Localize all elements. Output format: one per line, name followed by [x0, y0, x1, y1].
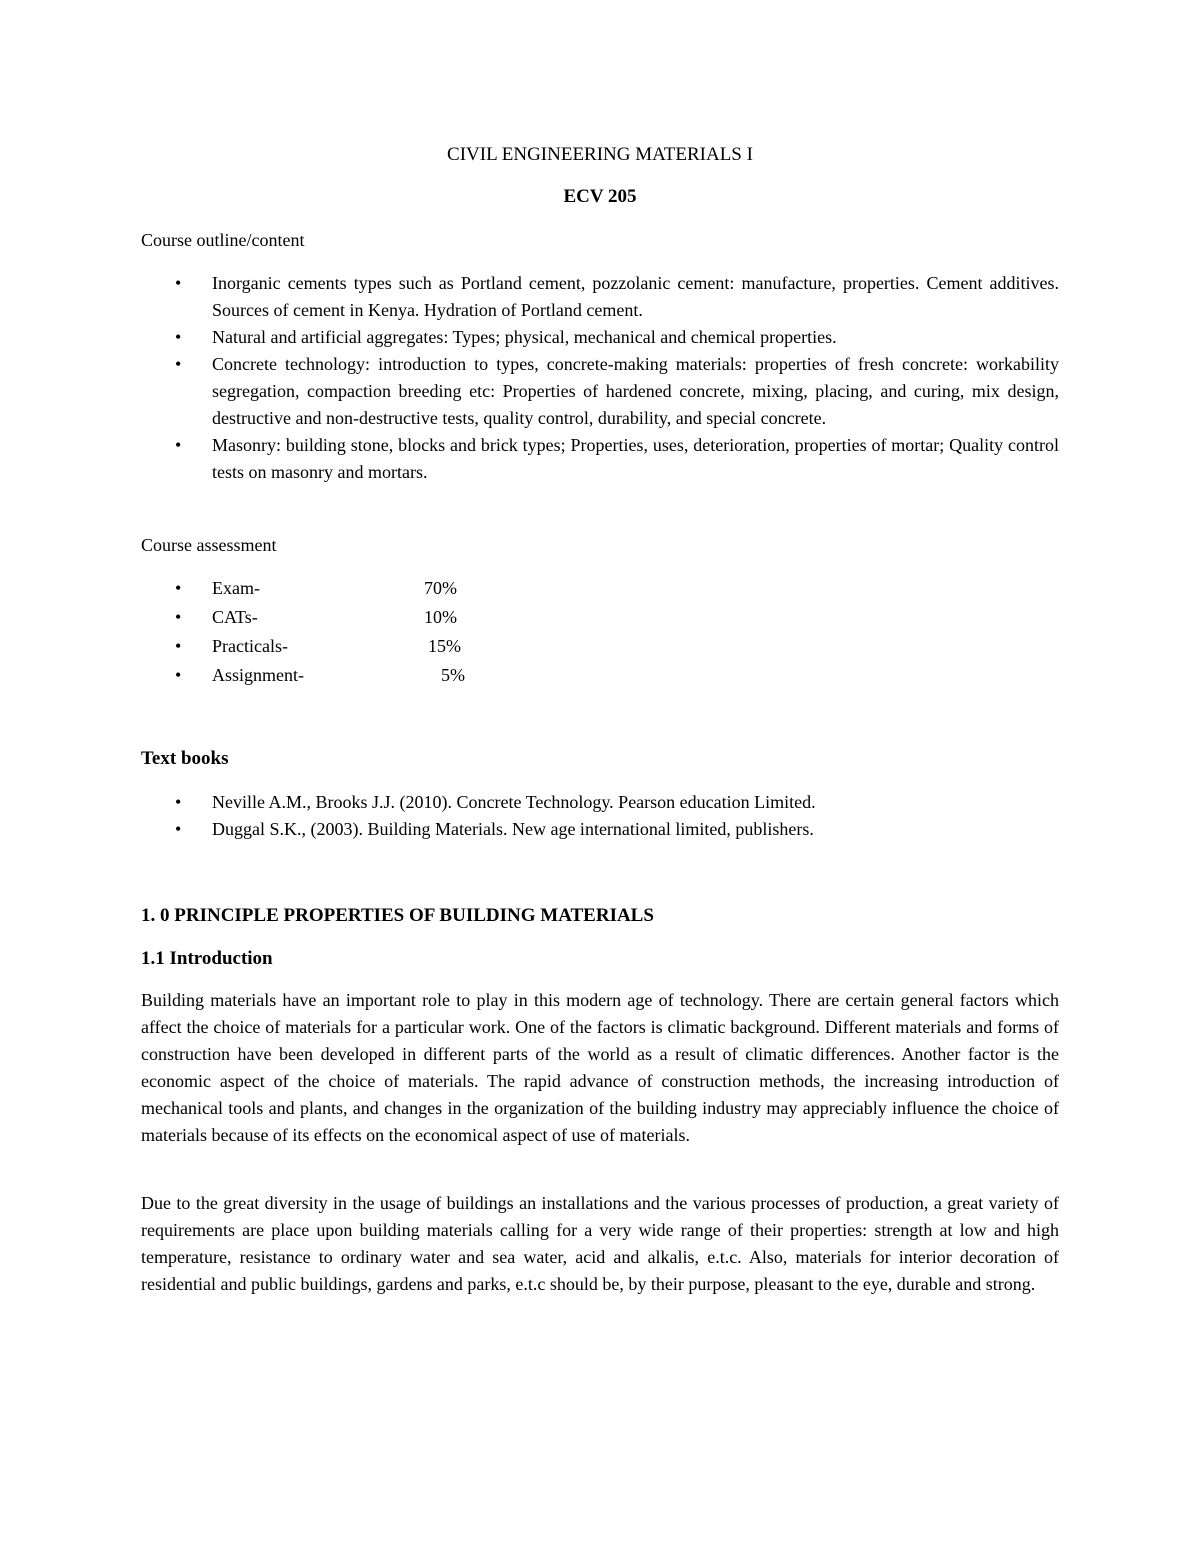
assessment-weight: 10%: [424, 607, 457, 627]
document-title: CIVIL ENGINEERING MATERIALS I: [447, 144, 753, 165]
assessment-weight: 5%: [441, 665, 465, 685]
list-item: • Natural and artificial aggregates: Types; physical, mechanical and chemical properties.: [141, 324, 1059, 351]
list-item: • Neville A.M., Brooks J.J. (2010). Concrete Technology. Pearson education Limited.: [141, 789, 1059, 816]
course-code: ECV 205: [563, 186, 637, 207]
course-assessment-label: Course assessment: [141, 535, 277, 555]
assessment-name: Exam-: [212, 578, 260, 598]
assessment-name: CATs-: [212, 607, 258, 627]
assessment-name: Practicals-: [212, 636, 288, 656]
assessment-item: [141, 603, 1059, 632]
course-outline-list: [141, 270, 1059, 486]
list-item: • Concrete technology: introduction to types, concrete-making materials: properties of fresh concrete: workability segregation, compaction breeding etc: Properties of hardened concrete, mixing, placing, and curing, mix design, destructive and non-destructive tests, quality control, durability, and special concrete.: [141, 351, 1059, 432]
section-subheading: 1.1 Introduction: [141, 948, 273, 969]
paragraph: Due to the great diversity in the usage of buildings an installations and the various processes of production, a great variety of requirements are place upon building materials calling for a very wide range of their properties: strength at low and high temperature, resistance to ordinary water and sea water, acid and alkalis, e.t.c. Also, materials for interior decoration of residential and public buildings, gardens and parks, e.t.c should be, by their purpose, pleasant to the eye, durable and strong.: [141, 1193, 1059, 1294]
list-item: • Duggal S.K., (2003). Building Materials. New age international limited, publishers.: [141, 816, 1059, 843]
list-item: • Masonry: building stone, blocks and brick types; Properties, uses, deterioration, properties of mortar; Quality control tests on masonry and mortars.: [141, 432, 1059, 486]
assessment-item: [141, 632, 1059, 661]
section-heading: 1. 0 PRINCIPLE PROPERTIES OF BUILDING MATERIALS: [141, 905, 654, 926]
paragraph: Building materials have an important role to play in this modern age of technology. There are certain general factors which affect the choice of materials for a particular work. One of the factors is climatic background. Different materials and forms of construction have been developed in different parts of the world as a result of climatic differences. Another factor is the economic aspect of the choice of materials. The rapid advance of construction methods, the increasing introduction of mechanical tools and plants, and changes in the organization of the building industry may appreciably influence the choice of materials because of its effects on the economical aspect of use of materials.: [141, 990, 1059, 1145]
assessment-weight: 70%: [424, 578, 457, 598]
course-outline-label: Course outline/content: [141, 230, 305, 250]
textbooks-list: [141, 789, 1059, 843]
assessment-item: [141, 574, 1059, 603]
assessment-name: Assignment-: [212, 665, 304, 685]
assessment-item: [141, 661, 1059, 690]
course-assessment-list: [141, 574, 1059, 690]
assessment-weight: 15%: [428, 636, 461, 656]
list-item: • Inorganic cements types such as Portland cement, pozzolanic cement: manufacture, properties. Cement additives. Sources of cement in Kenya. Hydration of Portland cement.: [141, 270, 1059, 324]
textbooks-heading: Text books: [141, 748, 229, 769]
